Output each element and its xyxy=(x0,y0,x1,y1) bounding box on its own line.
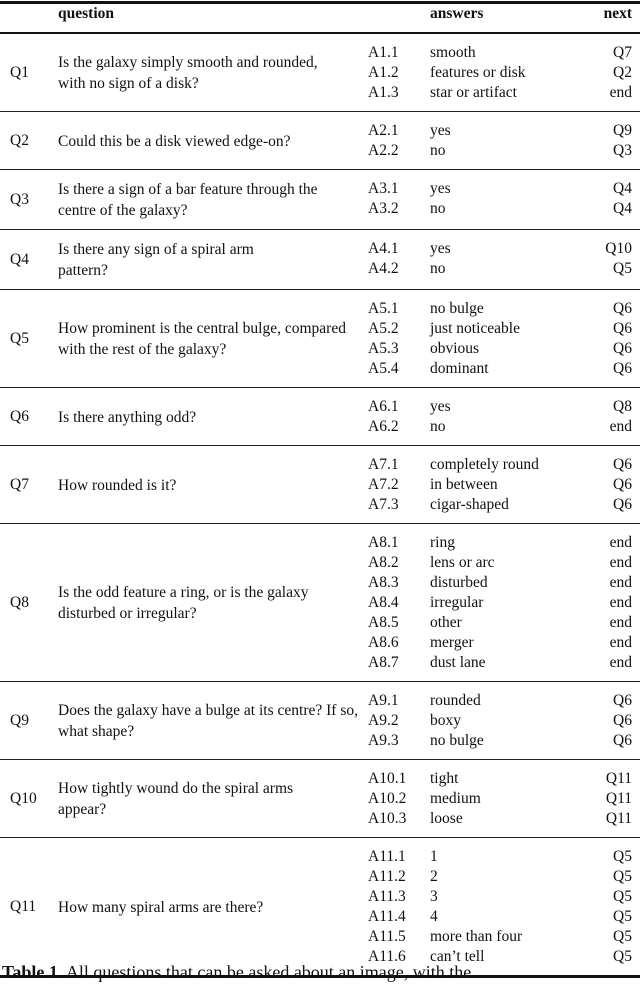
question-text: Is there anything odd? xyxy=(58,408,197,426)
answer-list xyxy=(368,397,632,437)
question-group xyxy=(0,682,640,760)
answer-next: end xyxy=(609,84,632,101)
answer-code: A8.4 xyxy=(368,594,399,611)
answer-label: no xyxy=(430,200,446,217)
answer-row xyxy=(368,397,632,417)
answer-label: dust lane xyxy=(430,654,486,671)
answer-code: A3.2 xyxy=(368,200,399,217)
answer-next: Q5 xyxy=(613,260,632,277)
answer-row xyxy=(368,867,632,887)
answer-code: A2.1 xyxy=(368,122,399,139)
answer-list xyxy=(368,455,632,515)
answer-label: ring xyxy=(430,534,455,551)
answer-next: Q5 xyxy=(613,868,632,885)
answer-label: more than four xyxy=(430,928,523,945)
answer-code: A1.1 xyxy=(368,44,399,61)
answer-row xyxy=(368,121,632,141)
answer-label: loose xyxy=(430,810,463,827)
answer-code: A9.3 xyxy=(368,732,399,749)
answer-row xyxy=(368,927,632,947)
answer-next: Q2 xyxy=(613,64,632,81)
answer-row xyxy=(368,319,632,339)
answer-row xyxy=(368,691,632,711)
answer-row xyxy=(368,533,632,553)
answer-code: A11.5 xyxy=(368,928,406,945)
answer-next: Q6 xyxy=(613,732,632,749)
question-text: How rounded is it? xyxy=(58,476,177,494)
answer-label: in between xyxy=(430,476,498,493)
question-group xyxy=(0,34,640,112)
answer-next: end xyxy=(609,614,632,631)
answer-row xyxy=(368,907,632,927)
answer-row xyxy=(368,769,632,789)
answer-code: A6.1 xyxy=(368,398,399,415)
answer-label: medium xyxy=(430,790,481,807)
answer-next: Q7 xyxy=(613,44,632,61)
answer-code: A5.1 xyxy=(368,300,399,317)
answer-code: A7.1 xyxy=(368,456,399,473)
answer-list xyxy=(368,769,632,829)
answer-next: Q6 xyxy=(613,300,632,317)
answer-code: A10.1 xyxy=(368,770,407,787)
answer-code: A8.7 xyxy=(368,654,399,671)
answer-next: Q6 xyxy=(613,692,632,709)
question-id: Q7 xyxy=(10,476,29,493)
answer-label: yes xyxy=(430,240,451,257)
answer-code: A10.3 xyxy=(368,810,407,827)
answer-label: no xyxy=(430,260,446,277)
question-text: How prominent is the central bulge, compared with the rest of the galaxy? xyxy=(58,320,346,358)
answer-label: no bulge xyxy=(430,732,484,749)
answer-list xyxy=(368,179,632,219)
answer-next: Q6 xyxy=(613,496,632,513)
answer-list xyxy=(368,121,632,161)
answer-code: A5.4 xyxy=(368,360,399,377)
answer-next: end xyxy=(609,574,632,591)
answer-row xyxy=(368,259,632,279)
answer-label: rounded xyxy=(430,692,481,709)
answer-next: Q6 xyxy=(613,712,632,729)
answer-row xyxy=(368,359,632,379)
answer-code: A5.2 xyxy=(368,320,399,337)
answer-next: Q6 xyxy=(613,360,632,377)
header-next: next xyxy=(603,5,632,22)
answer-row xyxy=(368,887,632,907)
answer-code: A6.2 xyxy=(368,418,399,435)
table-body xyxy=(0,34,640,978)
answer-label: star or artifact xyxy=(430,84,517,101)
answer-label: lens or arc xyxy=(430,554,495,571)
question-text: Is the galaxy simply smooth and rounded, with no sign of a disk? xyxy=(58,54,318,92)
question-id: Q11 xyxy=(10,898,37,915)
answer-next: Q5 xyxy=(613,928,632,945)
answer-code: A9.2 xyxy=(368,712,399,729)
answer-label: smooth xyxy=(430,44,476,61)
question-group xyxy=(0,838,640,978)
answer-code: A11.4 xyxy=(368,908,406,925)
header-answers: answers xyxy=(430,5,484,22)
answer-row xyxy=(368,239,632,259)
answer-row xyxy=(368,299,632,319)
answer-next: Q6 xyxy=(613,476,632,493)
answer-next: Q4 xyxy=(613,180,632,197)
answer-row xyxy=(368,847,632,867)
question-text: Is the odd feature a ring, or is the galaxy disturbed or irregular? xyxy=(58,584,309,622)
answer-row xyxy=(368,475,632,495)
answer-code: A3.1 xyxy=(368,180,399,197)
question-group xyxy=(0,290,640,388)
question-text: Could this be a disk viewed edge-on? xyxy=(58,132,291,150)
caption-text: All questions that can be asked about an image, with the xyxy=(65,962,472,982)
answer-list xyxy=(368,847,632,967)
question-group xyxy=(0,446,640,524)
answer-label: can’t tell xyxy=(430,948,485,965)
question-id: Q5 xyxy=(10,330,29,347)
answer-next: Q11 xyxy=(605,810,632,827)
answer-list xyxy=(368,533,632,673)
answer-code: A7.3 xyxy=(368,496,399,513)
answer-label: no xyxy=(430,418,446,435)
answer-next: Q3 xyxy=(613,142,632,159)
answer-code: A8.6 xyxy=(368,634,399,651)
question-group xyxy=(0,388,640,446)
question-id: Q2 xyxy=(10,132,29,149)
answer-code: A1.3 xyxy=(368,84,399,101)
answer-row xyxy=(368,613,632,633)
answer-label: just noticeable xyxy=(430,320,520,337)
answer-code: A11.3 xyxy=(368,888,406,905)
answer-code: A9.1 xyxy=(368,692,399,709)
answer-next: Q5 xyxy=(613,908,632,925)
answer-next: Q5 xyxy=(613,948,632,965)
question-text: How tightly wound do the spiral arms appear? xyxy=(58,780,294,818)
answer-next: Q6 xyxy=(613,456,632,473)
answer-row xyxy=(368,789,632,809)
answer-row xyxy=(368,711,632,731)
answer-code: A5.3 xyxy=(368,340,399,357)
answer-list xyxy=(368,299,632,379)
question-id: Q4 xyxy=(10,251,29,268)
answer-next: Q11 xyxy=(605,770,632,787)
answer-label: cigar-shaped xyxy=(430,496,509,513)
answer-list xyxy=(368,239,632,279)
answer-label: yes xyxy=(430,180,451,197)
header-question: question xyxy=(58,5,114,22)
answer-row xyxy=(368,63,632,83)
answer-code: A4.2 xyxy=(368,260,399,277)
answer-next: end xyxy=(609,634,632,651)
question-id: Q6 xyxy=(10,408,29,425)
answer-next: Q5 xyxy=(613,888,632,905)
answer-label: no xyxy=(430,142,446,159)
answer-label: other xyxy=(430,614,462,631)
table-header xyxy=(0,4,640,32)
answer-label: completely round xyxy=(430,456,539,473)
question-id: Q8 xyxy=(10,594,29,611)
answer-list xyxy=(368,691,632,751)
answer-label: no bulge xyxy=(430,300,484,317)
answer-next: end xyxy=(609,418,632,435)
answer-next: Q9 xyxy=(613,122,632,139)
answer-code: A2.2 xyxy=(368,142,399,159)
answer-label: 4 xyxy=(430,908,438,925)
answer-next: end xyxy=(609,654,632,671)
answer-row xyxy=(368,455,632,475)
answer-code: A11.6 xyxy=(368,948,406,965)
answer-next: Q6 xyxy=(613,320,632,337)
question-group xyxy=(0,112,640,170)
answer-list xyxy=(368,43,632,103)
answer-next: Q10 xyxy=(605,240,632,257)
answer-row xyxy=(368,141,632,161)
answer-code: A11.1 xyxy=(368,848,406,865)
question-group xyxy=(0,170,640,230)
answer-code: A7.2 xyxy=(368,476,399,493)
answer-next: Q5 xyxy=(613,848,632,865)
answer-label: 3 xyxy=(430,888,438,905)
question-group xyxy=(0,760,640,838)
answer-next: end xyxy=(609,534,632,551)
question-id: Q1 xyxy=(10,64,29,81)
answer-label: features or disk xyxy=(430,64,526,81)
answer-row xyxy=(368,495,632,515)
answer-code: A4.1 xyxy=(368,240,399,257)
answer-row xyxy=(368,809,632,829)
answer-code: A8.3 xyxy=(368,574,399,591)
answer-row xyxy=(368,179,632,199)
answer-code: A8.1 xyxy=(368,534,399,551)
answer-row xyxy=(368,553,632,573)
answer-code: A10.2 xyxy=(368,790,407,807)
answer-row xyxy=(368,417,632,437)
question-group xyxy=(0,524,640,682)
answer-row xyxy=(368,83,632,103)
answer-row xyxy=(368,43,632,63)
question-id: Q3 xyxy=(10,191,29,208)
question-id: Q9 xyxy=(10,712,29,729)
answer-label: 2 xyxy=(430,868,438,885)
answer-code: A1.2 xyxy=(368,64,399,81)
answer-code: A8.5 xyxy=(368,614,399,631)
answer-label: irregular xyxy=(430,594,484,611)
question-text: Is there any sign of a spiral arm pattern? xyxy=(58,241,254,279)
answer-label: 1 xyxy=(430,848,438,865)
answer-next: Q6 xyxy=(613,340,632,357)
answer-label: boxy xyxy=(430,712,461,729)
answer-row xyxy=(368,199,632,219)
answer-label: dominant xyxy=(430,360,489,377)
answer-label: obvious xyxy=(430,340,480,357)
question-text: How many spiral arms are there? xyxy=(58,898,264,916)
question-text: Is there a sign of a bar feature through the centre of the galaxy? xyxy=(58,181,318,219)
answer-label: disturbed xyxy=(430,574,488,591)
question-text: Does the galaxy have a bulge at its centre? If so, what shape? xyxy=(58,702,358,740)
answer-next: Q4 xyxy=(613,200,632,217)
table-caption xyxy=(2,962,471,983)
answer-code: A8.2 xyxy=(368,554,399,571)
answer-label: yes xyxy=(430,122,451,139)
answer-label: tight xyxy=(430,770,459,787)
answer-row xyxy=(368,339,632,359)
answer-row xyxy=(368,731,632,751)
question-group xyxy=(0,230,640,290)
answer-next: Q8 xyxy=(613,398,632,415)
answer-next: end xyxy=(609,594,632,611)
answer-code: A11.2 xyxy=(368,868,406,885)
answer-label: merger xyxy=(430,634,474,651)
answer-row xyxy=(368,573,632,593)
answer-row xyxy=(368,633,632,653)
answer-next: end xyxy=(609,554,632,571)
caption-label: Table 1. xyxy=(2,962,63,982)
answer-row xyxy=(368,593,632,613)
answer-row xyxy=(368,653,632,673)
answer-next: Q11 xyxy=(605,790,632,807)
answer-label: yes xyxy=(430,398,451,415)
question-id: Q10 xyxy=(10,790,37,807)
